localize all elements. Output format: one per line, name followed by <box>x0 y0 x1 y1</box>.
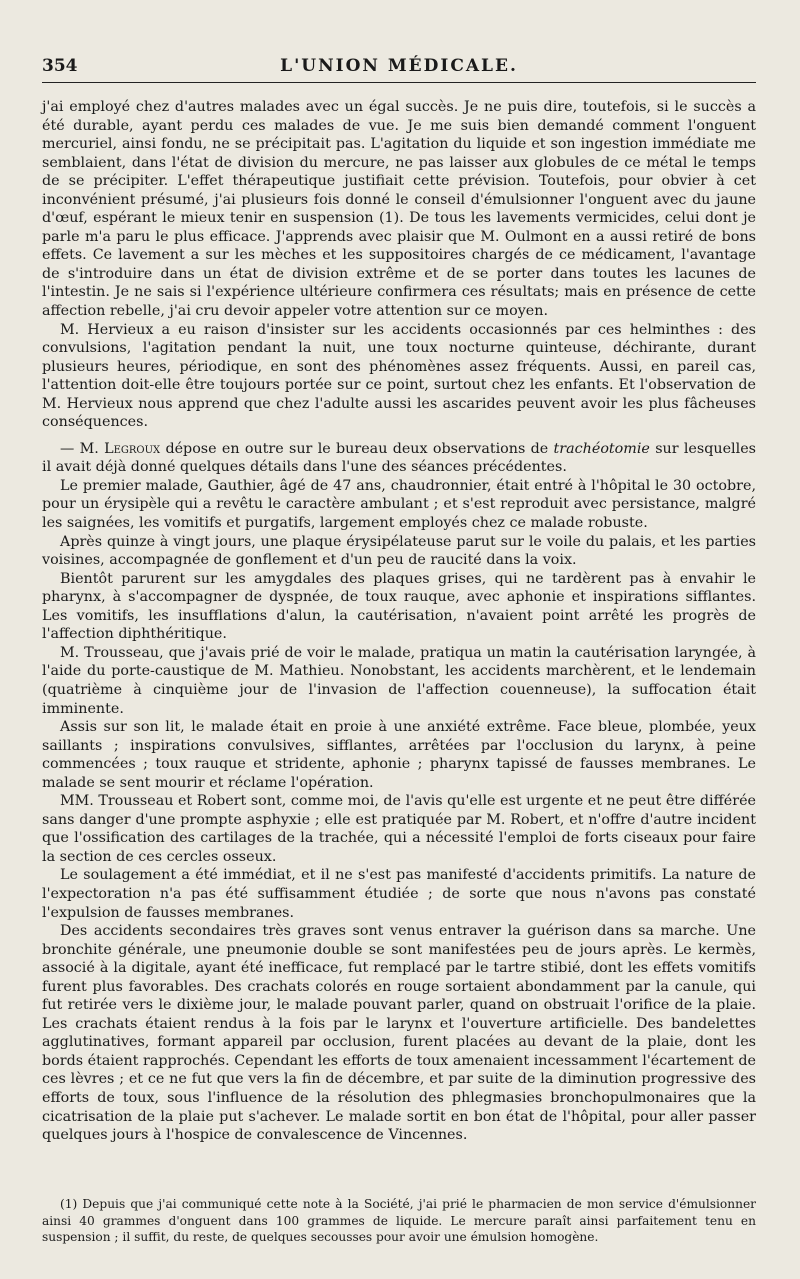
paragraph: M. Trousseau, que j'avais prié de voir le malade, pratiqua un matin la cautérisation laryngée, à l'aide du porte-caustique de M. Mathieu. Nonobstant, les accidents marchèrent, et le lendemain (quatrième à cinquième jour de l'invasion de l'affection couenneuse), la suffocation était imminente. <box>42 644 756 717</box>
footnote: (1) Depuis que j'ai communiqué cette note à la Société, j'ai prié le pharmacien de mon service d'émulsionner ainsi 40 grammes d'onguent dans 100 grammes de liquide. Le mercure paraît ainsi parfaitement tenu en suspension ; il suffit, du reste, de quelques secousses pour avoir une émulsion homogène. <box>42 1197 756 1244</box>
page-number: 354 <box>42 56 78 76</box>
text: sur lesquelles il avait déjà donné quelques détails dans l'une des séances précédentes. <box>42 440 756 476</box>
text: dépose en outre sur le bureau deux observations de <box>165 440 549 457</box>
paragraph: M. Hervieux a eu raison d'insister sur les accidents occasionnés par ces helminthes : des convulsions, l'agitation pendant la nuit, une toux nocturne quinteuse, déchirante, durant plusieurs heures, périodique, en sont des phénomènes assez fréquents. Aussi, en pareil cas, l'attention doit-elle être toujours portée sur ce point, surtout chez les enfants. Et l'observation de M. Hervieux nous apprend que chez l'adulte aussi les ascarides peuvent avoir les plus fâcheuses conséquences. <box>42 321 756 431</box>
page-header <box>42 56 756 83</box>
footnotes <box>42 1196 756 1246</box>
author-name: Legroux <box>104 440 161 457</box>
paragraph: Après quinze à vingt jours, une plaque érysipélateuse parut sur le voile du palais, et les parties voisines, accompagnée de gonflement et d'un peu de raucité dans la voix. <box>42 533 756 569</box>
legroux-paragraph <box>42 440 756 477</box>
paragraph: Assis sur son lit, le malade était en proie à une anxiété extrême. Face bleue, plombée, yeux saillants ; inspirations convulsives, sifflantes, arrêtées par l'occlusion du larynx, à peine commencées ; toux rauque et stridente, aphonie ; pharynx tapissé de fausses membranes. Le malade se sent mourir et réclame l'opération. <box>42 719 756 791</box>
paragraph: Le premier malade, Gauthier, âgé de 47 ans, chaudronnier, était entré à l'hôpital le 30 octobre, pour un érysipèle qui a revêtu le caractère ambulant ; et s'est reproduit avec persistance, malgré les saignées, les vomitifs et purgatifs, largement employés chez ce malade robuste. <box>42 477 756 532</box>
paragraph: j'ai employé chez d'autres malades avec un égal succès. Je ne puis dire, toutefois, si le succès a été durable, ayant perdu ces malades de vue. Je me suis bien demandé comment l'onguent mercuriel, ainsi fondu, ne se précipitait pas. L'agitation du liquide et son ingestion immédiate me semblaient, dans l'état de division du mercure, ne pas laisser aux globules de ce métal le temps de se précipiter. L'effet thérapeutique justifiait cette prévision. Toutefois, pour obvier à cet inconvénient présumé, j'ai plusieurs fois donné le conseil d'émulsionner l'onguent avec du jaune d'œuf, espérant le mieux tenir en suspension (1). De tous les lavements vermicides, celui dont je parle m'a paru le plus efficace. J'apprends avec plaisir que M. Oulmont en a aussi retiré de bons effets. Ce lavement a sur les mèches et les suppositoires chargés de ce médicament, l'avantage de s'introduire dans un état de division extrême et de se porter dans toutes les lacunes de l'intestin. Je ne sais si l'expérience ultérieure confirmera ces résultats; mais en présence de cette affection rebelle, j'ai cru devoir appeler votre attention sur ce moyen. <box>42 99 756 320</box>
paragraph: MM. Trousseau et Robert sont, comme moi, de l'avis qu'elle est urgente et ne peut être différée sans danger d'une prompte asphyxie ; elle est pratiquée par M. Robert, et n'offre d'autre incident que l'ossification des cartilages de la trachée, qui a nécessité l'emploi de forts ciseaux pour faire la section de ces cercles osseux. <box>42 793 756 865</box>
running-title: L'UNION MÉDICALE. <box>280 56 518 76</box>
dash: — M. <box>60 440 99 457</box>
article-body <box>42 98 756 1145</box>
italic-term: trachéotomie <box>553 440 650 457</box>
paragraph: Bientôt parurent sur les amygdales des plaques grises, qui ne tardèrent pas à envahir le pharynx, à s'accompagner de dyspnée, de toux rauque, avec aphonie et inspirations sifflantes. Les vomitifs, les insufflations d'alun, la cautérisation, n'avaient point arrêté les progrès de l'affection diphthéritique. <box>42 570 756 643</box>
paragraph: Le soulagement a été immédiat, et il ne s'est pas manifesté d'accidents primitifs. La nature de l'expectoration n'a pas été suffisamment étudiée ; de sorte que nous n'avons pas constaté l'expulsion de fausses membranes. <box>42 867 756 921</box>
paragraph: Des accidents secondaires très graves sont venus entraver la guérison dans sa marche. Une bronchite générale, une pneumonie double se sont manifestées peu de jours après. Le kermès, associé à la digitale, ayant été inefficace, fut remplacé par le tartre stibié, dont les effets vomitifs furent plus favorables. Des crachats colorés en rouge sortaient abondamment par la canule, qui fut retirée vers le dixième jour, le malade pouvant parler, quand on obstruait l'orifice de la plaie. Les crachats étaient rendus à la fois par le larynx et l'ouverture artificielle. Des bandelettes agglutinatives, formant appareil par occlusion, furent placées au devant de la plaie, dont les bords étaient rapprochés. Cependant les efforts de toux amenaient incessamment l'écartement de ces lèvres ; et ce ne fut que vers la fin de décembre, et par suite de la diminution progressive des efforts de toux, sous l'influence de la résolution des phlegmasies bronchopulmonaires que la cicatrisation de la plaie put s'achever. Le malade sortit en bon état de l'hôpital, pour aller passer quelques jours à l'hospice de convalescence de Vincennes. <box>42 923 756 1144</box>
